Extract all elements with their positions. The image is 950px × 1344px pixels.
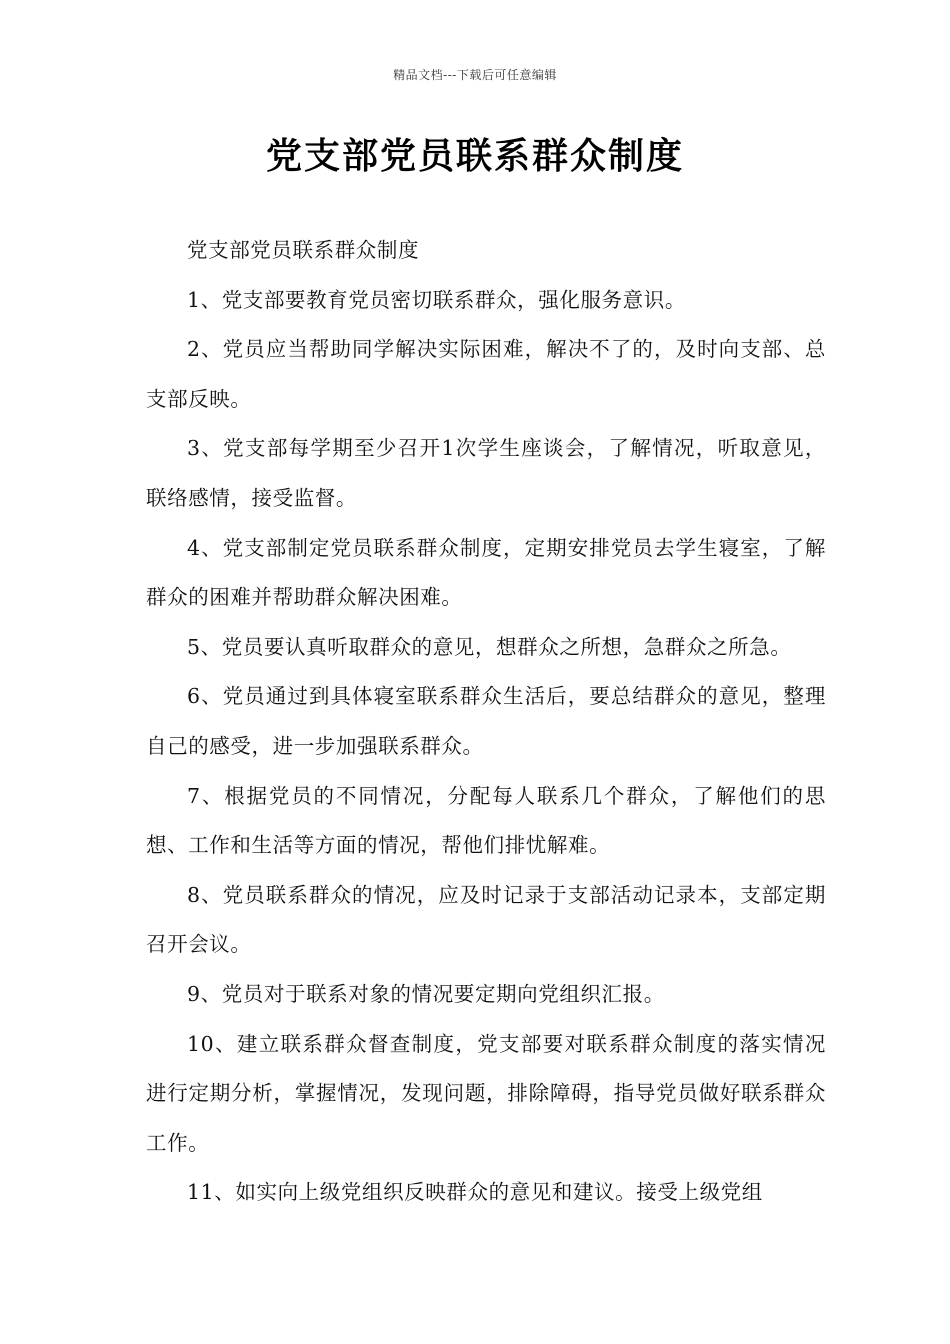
paragraph-item-2: 2、党员应当帮助同学解决实际困难，解决不了的，及时向支部、总支部反映。 <box>146 337 826 411</box>
document-title: 党支部党员联系群众制度 <box>265 136 684 177</box>
document-body <box>146 226 826 1218</box>
paragraph-item-11: 11、如实向上级党组织反映群众的意见和建议。接受上级党组 <box>187 1180 763 1205</box>
paragraph-item-4: 4、党支部制定党员联系群众制度，定期安排党员去学生寝室，了解群众的困难并帮助群众解决困难。 <box>146 535 826 610</box>
paragraph-item-8: 8、党员联系群众的情况，应及时记录于支部活动记录本，支部定期召开会议。 <box>146 882 826 957</box>
header-note: 精品文档---下载后可任意编辑 <box>393 68 557 82</box>
paragraph-item-10: 10、建立联系群众督查制度，党支部要对联系群众制度的落实情况进行定期分析，掌握情况，发现问题，排除障碍，指导党员做好联系群众工作。 <box>146 1031 826 1155</box>
paragraph-item-9: 9、党员对于联系对象的情况要定期向党组织汇报。 <box>187 981 665 1006</box>
paragraph-item-3: 3、党支部每学期至少召开1次学生座谈会，了解情况，听取意见，联络感情，接受监督。 <box>146 436 826 510</box>
paragraph-item-1: 1、党支部要教育党员密切联系群众，强化服务意识。 <box>187 287 686 312</box>
paragraph-item-7: 7、根据党员的不同情况，分配每人联系几个群众，了解他们的思想、工作和生活等方面的情况，帮他们排忧解难。 <box>146 783 826 858</box>
paragraph-item-6: 6、党员通过到具体寝室联系群众生活后，要总结群众的意见，整理自己的感受，进一步加强联系群众。 <box>146 684 826 758</box>
paragraph-subtitle: 党支部党员联系群众制度 <box>187 238 420 262</box>
paragraph-item-5: 5、党员要认真听取群众的意见，想群众之所想，急群众之所急。 <box>187 634 792 659</box>
